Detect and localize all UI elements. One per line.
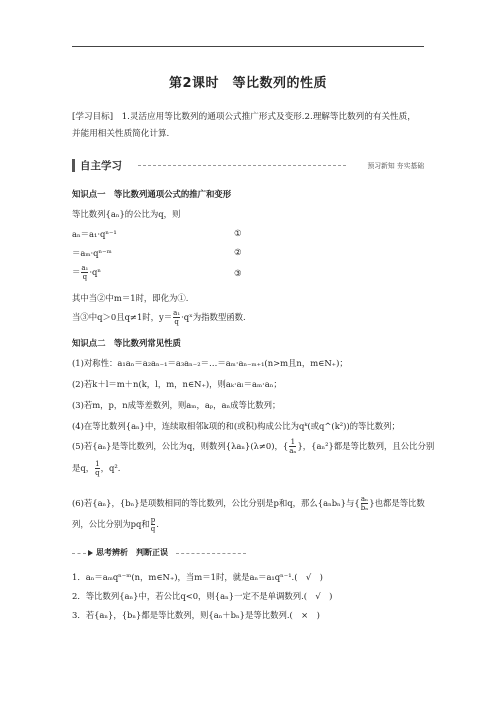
- exp-text-pre: 当③中q＞0且q≠1时，y＝: [72, 312, 173, 322]
- property-2: (2)若k＋l＝m＋n(k，l，m，n∈N₊)，则aₖ·aₗ＝aₘ·aₙ；: [72, 379, 282, 389]
- fraction-denominator: aₙ: [289, 447, 297, 455]
- fraction-denominator: q: [82, 273, 88, 281]
- fraction-numerator: 1: [290, 438, 296, 446]
- top-rule: [72, 46, 424, 47]
- fraction-denominator: q: [150, 525, 156, 533]
- p6-fraction: [361, 495, 369, 512]
- property-1: (1)对称性：a₁aₙ＝a₂aₙ₋₁＝a₃aₙ₋₂＝…＝aₘ·aₙ₋ₘ₊₁(n>m且n，m∈N₊)；: [72, 358, 348, 368]
- p6b-text-pre: 列，公比分别为pq和: [72, 519, 150, 529]
- fraction-denominator: q: [95, 469, 100, 477]
- fraction-numerator: aₙ: [360, 495, 369, 503]
- property-6a: [72, 495, 425, 512]
- formula-1: aₙ＝a₁·qⁿ⁻¹: [72, 229, 117, 239]
- p6-text-post: }也都是等比数: [369, 498, 425, 508]
- p5b-text-post: ，q².: [100, 463, 121, 473]
- p5-fraction: [289, 438, 296, 455]
- p5-text-pre: (5)若{aₙ}是等比数列，公比为q，则数列{λaₙ}(λ≠0)，{: [72, 441, 289, 451]
- formula-2: ＝aₘ·qⁿ⁻ᵐ: [72, 248, 112, 258]
- think-divider-right: [176, 553, 246, 554]
- judgement-item: 2．等比数列{aₙ}中，若公比q<0，则{aₙ}一定不是单调数列.( √ ): [72, 591, 333, 601]
- p6b-fraction: [151, 516, 155, 533]
- property-3: (3)若m，p，n成等差数列，则aₘ，aₚ，aₙ成等比数列；: [72, 400, 281, 410]
- triangle-icon: [88, 550, 93, 556]
- marker-1: ①: [234, 228, 242, 238]
- fraction-numerator: 1: [95, 460, 100, 468]
- formula-3-eq: ＝: [72, 267, 81, 277]
- knowledge-heading-2: 知识点二 等比数列常见性质: [72, 338, 181, 348]
- property-6b: [72, 516, 159, 533]
- fraction-numerator: p: [150, 516, 156, 524]
- k1-note: 其中当②中m＝1时，即化为①.: [72, 293, 189, 303]
- property-4: (4)在等比数列{aₙ}中，连续取相邻k项的和(或积)构成公比为qᵏ(或q^(k²))的等比数列；: [72, 421, 400, 431]
- formula-3-tail: ·qⁿ: [89, 267, 102, 277]
- section-title: 自主学习: [80, 160, 122, 172]
- fraction-numerator: a₁: [81, 264, 89, 272]
- property-5b: [72, 460, 120, 477]
- section-subtitle: 预习新知 夯实基础: [367, 162, 424, 170]
- learning-objectives: [72, 109, 424, 143]
- section-bar: [72, 159, 75, 172]
- exp-fraction: [173, 309, 180, 326]
- marker-2: ②: [234, 247, 242, 257]
- page-title: 第2课时 等比数列的性质: [168, 76, 328, 91]
- fraction-denominator: bₙ: [360, 504, 369, 512]
- formula-3-fraction: [81, 264, 88, 281]
- exp-text-post: ·qˣ为指数型函数.: [181, 312, 246, 322]
- k1-intro: 等比数列{aₙ}的公比为q，则: [72, 209, 181, 219]
- judgement-item: 1．aₙ＝aₘqⁿ⁻ᵐ(n，m∈N₊)，当m＝1时，就是aₙ＝a₁qⁿ⁻¹.( √ ): [72, 572, 323, 582]
- think-divider-left: [72, 553, 86, 554]
- section-header: [72, 157, 424, 174]
- objectives-label: [学习目标]: [72, 112, 114, 122]
- p5b-text-pre: 是q，: [72, 463, 95, 473]
- fraction-denominator: q: [174, 318, 179, 326]
- think-title: 思考辨析 判断正误: [96, 547, 168, 557]
- judgement-item: 3．若{aₙ}，{bₙ}都是等比数列，则{aₙ＋bₙ}是等比数列.( × ): [72, 610, 320, 620]
- p5b-fraction: [95, 460, 99, 477]
- property-5a: [72, 438, 434, 455]
- p5-text-post: }，{aₙ²}都是等比数列，且公比分别: [297, 441, 435, 451]
- fraction-numerator: a₁: [173, 309, 181, 317]
- marker-3: ③: [234, 268, 242, 278]
- k1-exponential: [72, 309, 246, 326]
- think-section-header: [72, 546, 424, 560]
- formula-3: [72, 264, 101, 281]
- p6-text-pre: (6)若{aₙ}，{bₙ}是项数相同的等比数列，公比分别是p和q，那么{aₙbₙ}与{: [72, 498, 360, 508]
- p6b-text-post: .: [156, 519, 159, 529]
- section-divider: [138, 165, 346, 166]
- knowledge-heading-1: 知识点一 等比数列通项公式的推广和变形: [72, 189, 232, 199]
- objectives-text: 1.灵活应用等比数列的通项公式推广形式及变形.2.理解等比数列的有关性质，并能用相关性质简化计算.: [72, 112, 416, 139]
